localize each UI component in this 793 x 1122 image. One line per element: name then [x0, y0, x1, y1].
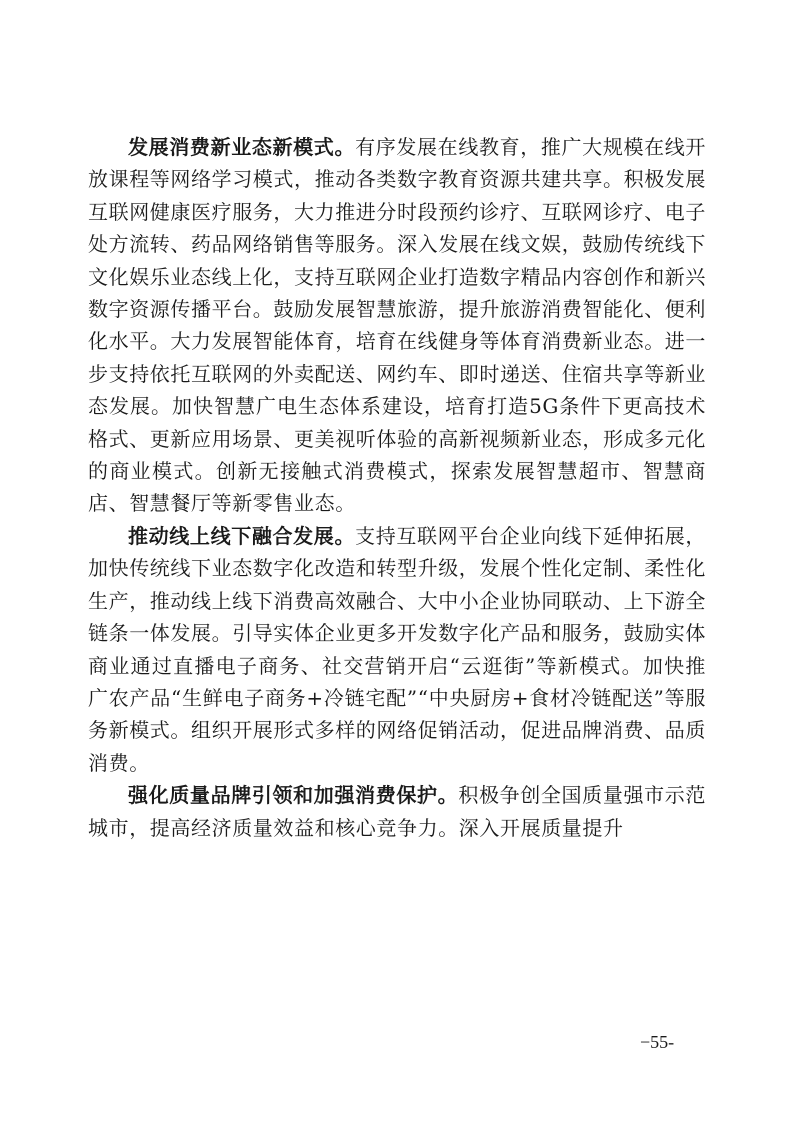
document-body	[88, 131, 706, 844]
page-number: −55-	[640, 1032, 675, 1052]
paragraph-new-consumption-models	[88, 131, 706, 520]
paragraph-heading: 推动线上线下融合发展。	[128, 523, 356, 548]
paragraph-heading: 强化质量品牌引领和加强消费保护。	[128, 783, 459, 808]
paragraph-text: 积极争创全国质量强市示范城市，提高经济质量效益和核心竞争力。深入开展质量提升	[88, 783, 706, 840]
paragraph-online-offline-integration	[88, 520, 706, 779]
paragraph-quality-brand	[88, 779, 706, 844]
paragraph-heading: 发展消费新业态新模式。	[128, 135, 356, 159]
paragraph-text: 支持互联网平台企业向线下延伸拓展，加快传统线下业态数字化改造和转型升级，发展个性化定制、柔性化生产，推动线上线下消费高效融合、大中小企业协同联动、上下游全链条一体发展。引导实体企业更多开发数字化产品和服务，鼓励实体商业通过直播电子商务、社交营销开启“云逛街”等新模式。加快推广农产品“生鲜电子商务+冷链宅配”“中央厨房+食材冷链配送”等服务新模式。组织开展形式多样的网络促销活动，促进品牌消费、品质消费。	[88, 523, 706, 775]
paragraph-text: 有序发展在线教育，推广大规模在线开放课程等网络学习模式，推动各类数字教育资源共建共享。积极发展互联网健康医疗服务，大力推进分时段预约诊疗、互联网诊疗、电子处方流转、药品网络销售等服务。深入发展在线文娱，鼓励传统线下文化娱乐业态线上化，支持互联网企业打造数字精品内容创作和新兴数字资源传播平台。鼓励发展智慧旅游，提升旅游消费智能化、便利化水平。大力发展智能体育，培育在线健身等体育消费新业态。进一步支持依托互联网的外卖配送、网约车、即时递送、住宿共享等新业态发展。加快智慧广电生态体系建设，培育打造5G条件下更高技术格式、更新应用场景、更美视听体验的高新视频新业态，形成多元化的商业模式。创新无接触式消费模式，探索发展智慧超市、智慧商店、智慧餐厅等新零售业态。	[88, 135, 706, 516]
